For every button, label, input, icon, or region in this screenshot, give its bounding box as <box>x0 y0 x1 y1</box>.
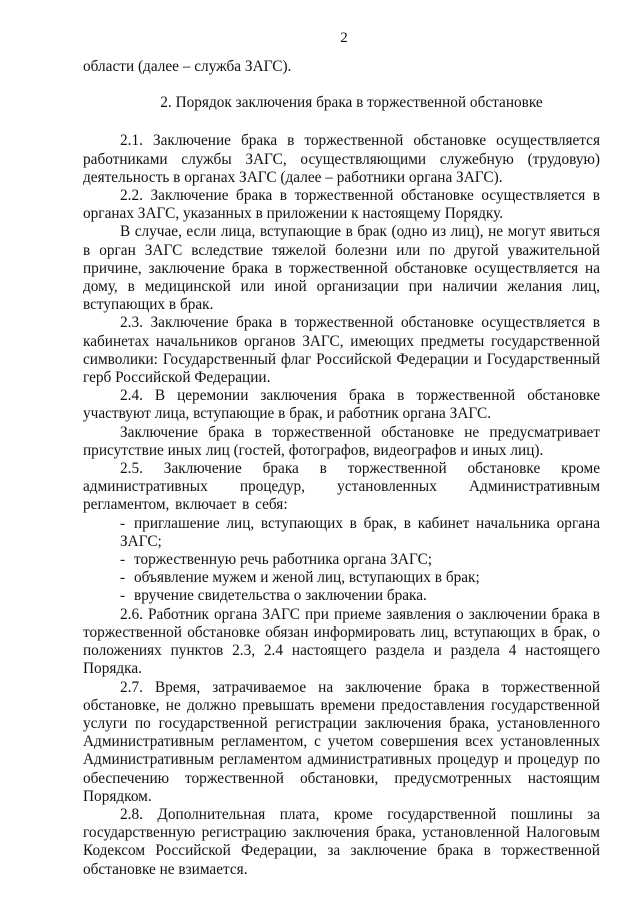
paragraph-2-2-continuation: В случае, если лица, вступающие в брак (одно из лиц), не могут явиться в орган ЗАГС вследствие тяжелой болезни или по другой уважительной причине, заключение брака в торжественной обстановке осуществляется на дому, в медицинской или иной организации при наличии желания лиц, вступающих в брак. <box>83 223 600 314</box>
section-heading: 2. Порядок заключения брака в торжественной обстановке <box>160 94 543 112</box>
dash-marker: - <box>120 569 126 587</box>
page-number: 2 <box>340 30 348 46</box>
paragraph-2-7: 2.7. Время, затрачиваемое на заключение брака в торжественной обстановке, не должно превышать времени предоставления государственной услуги по государственной регистрации заключения брака, установленного Административным регламентом, с учетом совершения всех установленных Административным регламентом административных процедур и процедур по обеспечению торжественной обстановки, предусмотренных настоящим Порядком. <box>83 678 600 805</box>
dash-marker: - <box>120 551 126 569</box>
dash-marker: - <box>120 587 126 605</box>
list-item-text: приглашение лиц, вступающих в брак, в кабинет начальника органа ЗАГС; <box>120 514 600 550</box>
paragraph-2-4-continuation: Заключение брака в торжественной обстановке не предусматривает присутствие иных лиц (гостей, фотографов, видеографов и иных лиц). <box>83 423 600 459</box>
list-item-text: вручение свидетельства о заключении брака. <box>134 587 427 605</box>
paragraph-2-6: 2.6. Работник органа ЗАГС при приеме заявления о заключении брака в торжественной обстановке обязан информировать лиц, вступающих в брак, о положениях пунктов 2.3, 2.4 настоящего раздела и раздела 4 настоящего Порядка. <box>83 605 600 678</box>
paragraph-2-1: 2.1. Заключение брака в торжественной обстановке осуществляется работниками службы ЗАГС, осуществляющими служебную (трудовую) деятельность в органах ЗАГС (далее – работники органа ЗАГС). <box>83 132 600 186</box>
list-item-text: объявление мужем и женой лиц, вступающих в брак; <box>134 569 480 587</box>
document-body <box>83 58 600 879</box>
dash-marker: - <box>120 514 126 532</box>
list-item <box>83 587 600 605</box>
paragraph-2-3: 2.3. Заключение брака в торжественной обстановке осуществляется в кабинетах начальников органов ЗАГС, имеющих предметы государственной символики: Государственный флаг Российской Федерации и Государственный герб Российской Федерации. <box>83 314 600 387</box>
list-item <box>83 515 600 551</box>
list-item <box>83 551 600 569</box>
list-item <box>83 569 600 587</box>
list-item-text: торжественную речь работника органа ЗАГС; <box>134 551 433 569</box>
paragraph-2-8: 2.8. Дополнительная плата, кроме государственной пошлины за государственную регистрацию заключения брака, установленной Налоговым Кодексом Российской Федерации, за заключение брака в торжественной обстановке не взимается. <box>83 805 600 878</box>
paragraph-2-4: 2.4. В церемонии заключения брака в торжественной обстановке участвуют лица, вступающие в брак, и работник органа ЗАГС. <box>83 387 600 423</box>
paragraph-2-5: 2.5. Заключение брака в торжественной обстановке кроме административных процедур, установленных Административным регламентом, включает в себя: <box>83 460 600 514</box>
intro-line: области (далее – служба ЗАГС). <box>83 58 292 75</box>
paragraph-2-2: 2.2. Заключение брака в торжественной обстановке осуществляется в органах ЗАГС, указанных в приложении к настоящему Порядку. <box>83 187 600 223</box>
